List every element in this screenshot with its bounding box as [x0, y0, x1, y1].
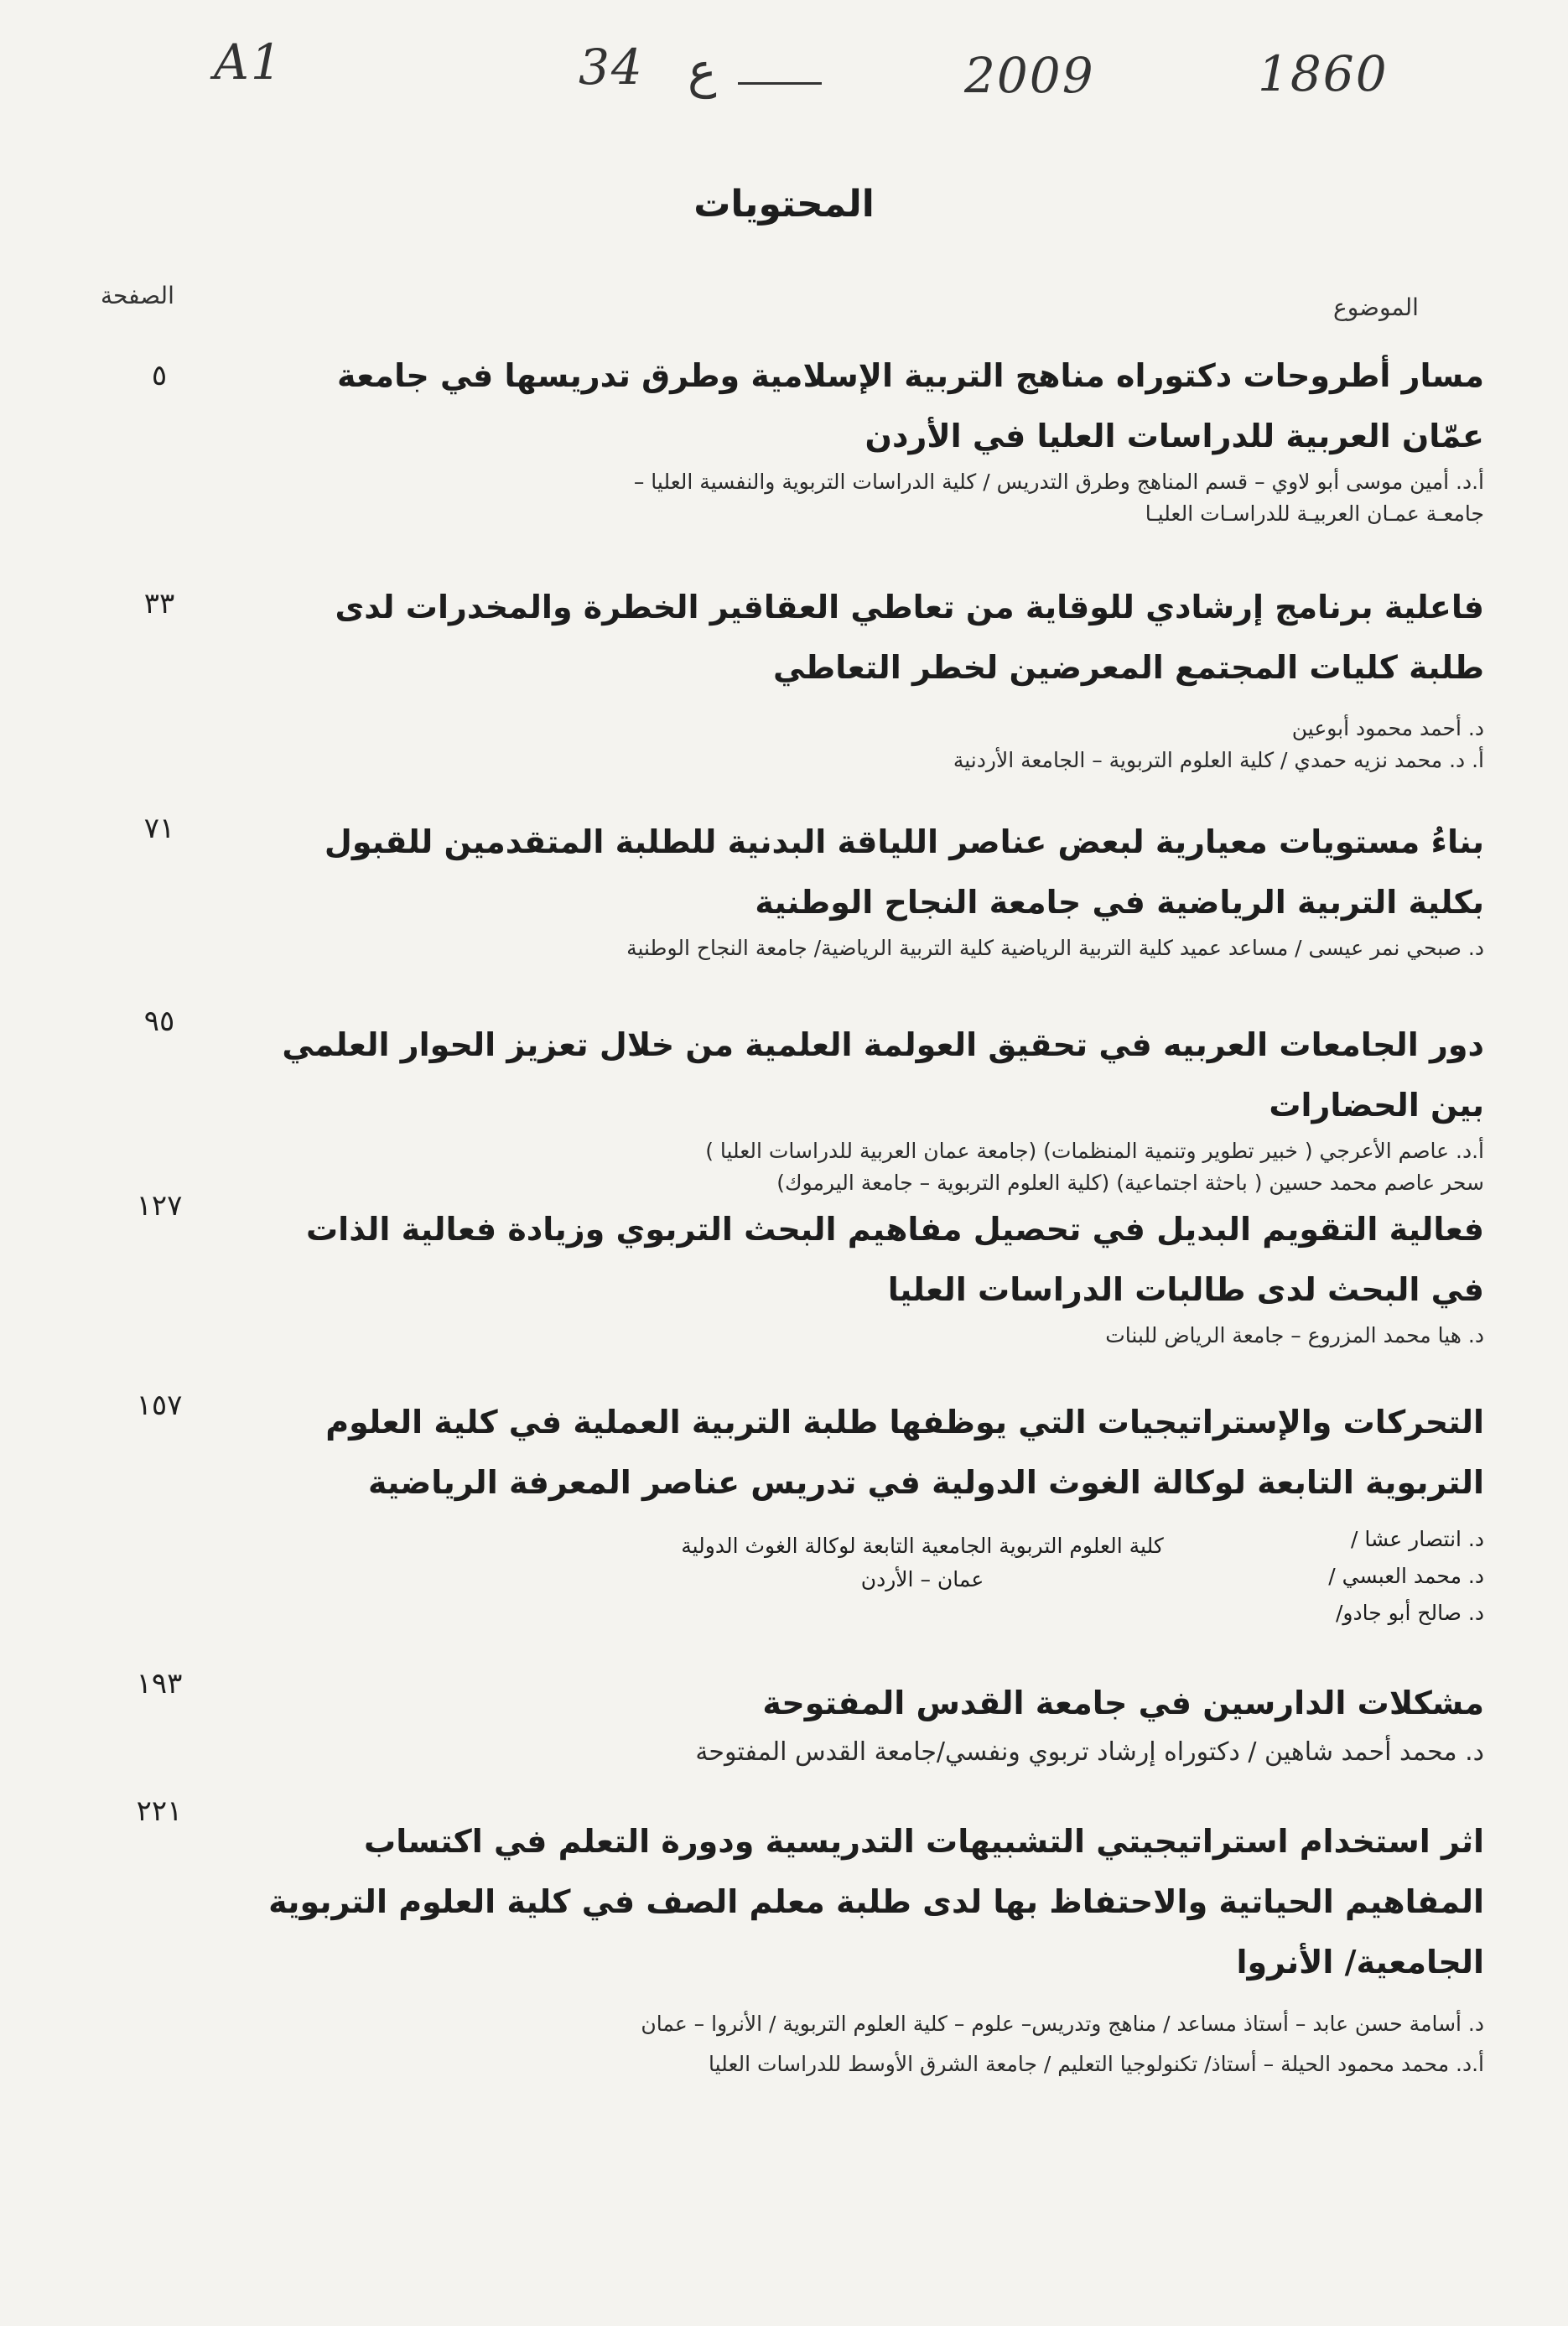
handwritten-note-c: ع — [688, 42, 717, 99]
toc-entry — [252, 345, 1484, 530]
entry-page-number: ٧١ — [143, 812, 175, 845]
entry-page-number: ١٥٧ — [136, 1389, 183, 1422]
institution-line: عمان – الأردن — [860, 1567, 984, 1591]
handwritten-note-d: 2009 — [964, 47, 1095, 104]
toc-entry — [252, 577, 1484, 776]
entry-title: مشكلات الدارسين في جامعة القدس المفتوحة — [762, 1685, 1484, 1721]
entry-page-number: ٢٢١ — [136, 1794, 183, 1828]
entry-title: مسار أطروحات دكتوراه مناهج التربية الإسلامية وطرق تدريسها في جامعة عمّان العربية للدراسات العليا في الأردن — [337, 357, 1484, 454]
handwritten-note-a: A1 — [214, 34, 283, 91]
entry-author-line: أ.د. أمين موسى أبو لاوي – قسم المناهج وطرق التدريس / كلية الدراسات التربوية والنفسية العليا – — [633, 470, 1484, 494]
entry-page-number: ١٩٣ — [136, 1667, 183, 1700]
entry-author-line: د. محمد أحمد شاهين / دكتوراه إرشاد تربوي ونفسي/جامعة القدس المفتوحة — [695, 1737, 1484, 1767]
entry-author-line: أ.د. عاصم الأعرجي ( خبير تطوير وتنمية المنظمات) (جامعة عمان العربية للدراسات العليا ) — [705, 1139, 1484, 1163]
topic-column-header: الموضوع — [1333, 293, 1419, 321]
author-institution — [629, 1529, 1216, 1597]
entry-page-number: ١٢٧ — [136, 1189, 183, 1223]
entry-title: اثر استخدام استراتيجيتي التشبيهات التدريسية ودورة التعلم في اكتساب المفاهيم الحياتية والاحتفاظ بها لدى طلبة معلم الصف في كلية العلوم التربوية الجامعية/ الأنروا — [268, 1823, 1484, 1981]
entry-page-number: ٣٣ — [143, 587, 175, 620]
author-name: د. انتصار عشا / — [1351, 1527, 1484, 1551]
entry-author-line: سحر عاصم محمد حسين ( باحثة اجتماعية) (كلية العلوم التربوية – جامعة اليرموك) — [776, 1171, 1484, 1195]
author-names — [1283, 1521, 1484, 1632]
handwritten-note-e: 1860 — [1258, 45, 1389, 102]
institution-line: كلية العلوم التربوية الجامعية التابعة لوكالة الغوث الدولية — [681, 1534, 1164, 1558]
page-column-header: الصفحة — [101, 282, 174, 309]
entry-author-line: أ.د. محمد محمود الحيلة – أستاذ/ تكنولوجيا التعليم / جامعة الشرق الأوسط للدراسات العليا — [709, 2052, 1484, 2076]
handwritten-underline — [738, 82, 822, 85]
author-name: د. صالح أبو جادو/ — [1335, 1601, 1484, 1625]
entry-title: فاعلية برنامج إرشادي للوقاية من تعاطي العقاقير الخطرة والمخدرات لدى طلبة كليات المجتمع المعرضين لخطر التعاطي — [335, 589, 1484, 686]
toc-entry — [252, 1811, 1484, 2085]
entry-author-line: د. أحمد محمود أبوعين — [1291, 716, 1484, 740]
handwritten-note-b: 34 — [579, 39, 644, 96]
author-affiliation-block — [252, 1521, 1484, 1630]
entry-author-line: د. صبحي نمر عيسى / مساعد عميد كلية التربية الرياضية كلية التربية الرياضية/ جامعة النجاح الوطنية — [626, 936, 1484, 960]
entry-title: دور الجامعات العربيه في تحقيق العولمة العلمية من خلال تعزيز الحوار العلمي بين الحضارات — [282, 1026, 1484, 1124]
entry-author-line: جامعـة عمـان العربيـة للدراسـات العليـا — [1145, 501, 1484, 526]
entry-title: فعالية التقويم البديل في تحصيل مفاهيم البحث التربوي وزيادة فعالية الذات في البحث لدى طالبات الدراسات العليا — [306, 1211, 1484, 1308]
toc-entry — [252, 1199, 1484, 1352]
entry-author-line: د. هيا محمد المزروع – جامعة الرياض للبنات — [1105, 1323, 1484, 1347]
entry-title: بناءُ مستويات معيارية لبعض عناصر اللياقة البدنية للطلبة المتقدمين للقبول بكلية التربية الرياضية في جامعة النجاح الوطنية — [324, 823, 1484, 921]
entry-page-number: ٥ — [151, 359, 168, 392]
toc-entry — [252, 1673, 1484, 1772]
toc-entry — [252, 1392, 1484, 1630]
entry-author-line: أ. د. محمد نزيه حمدي / كلية العلوم التربوية – الجامعة الأردنية — [953, 748, 1484, 772]
toc-entry — [252, 1015, 1484, 1199]
entry-author-line: د. أسامة حسن عابد – أستاذ مساعد / مناهج وتدريس– علوم – كلية العلوم التربوية / الأنروا – عمان — [641, 2012, 1484, 2036]
entry-title: التحركات والإستراتيجيات التي يوظفها طلبة التربية العملية في كلية العلوم التربوية التابعة لوكالة الغوث الدولية في تدريس عناصر المعرفة الرياضية — [325, 1404, 1484, 1501]
toc-entry — [252, 812, 1484, 964]
author-name: د. محمد العبسي / — [1328, 1564, 1484, 1588]
entry-page-number: ٩٥ — [143, 1005, 175, 1038]
page-title: المحتويات — [693, 183, 875, 226]
